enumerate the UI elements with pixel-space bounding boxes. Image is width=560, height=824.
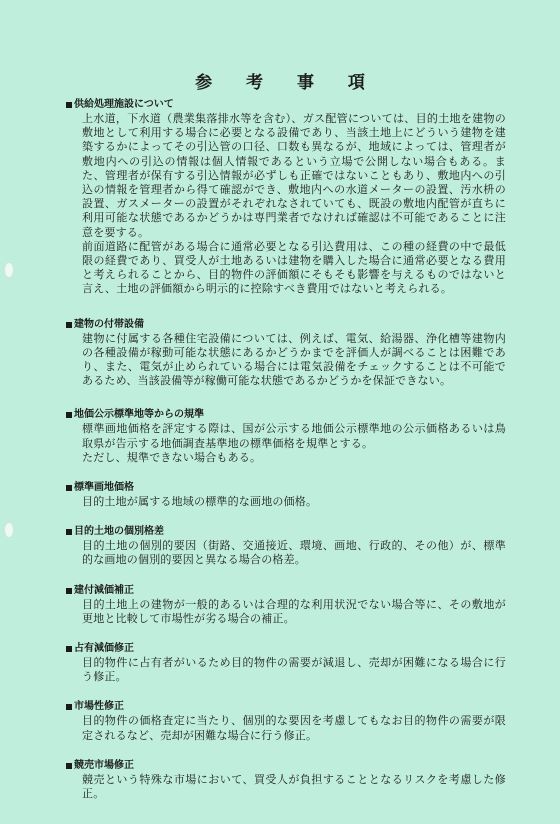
section-building-adjustment bbox=[66, 584, 506, 626]
section-paragraph: 目的土地が属する地域の標準的な画地の価格。 bbox=[82, 495, 318, 509]
section-utilities bbox=[66, 98, 506, 297]
section-standard-land bbox=[66, 408, 506, 465]
section-heading: 建物の付帯設備 bbox=[74, 318, 144, 330]
section-paragraph: 前面道路に配管がある場合に通常必要となる引込費用は、この種の経費の中で最低限の経費であり、買受人が土地あるいは建物を購入した場合に通常必要となる費用と考えられることから、目的物件の評価額にそもそも影響を与えるものではないと言え、土地の評価額から明示的に控除すべき費用ではないと考えられる。 bbox=[82, 239, 506, 296]
square-bullet-icon bbox=[66, 529, 72, 535]
square-bullet-icon bbox=[66, 588, 72, 594]
section-standard-lot-price bbox=[66, 481, 506, 509]
section-building-equipment bbox=[66, 318, 506, 389]
section-paragraph: ただし、規準できない場合もある。 bbox=[82, 450, 262, 464]
section-heading: 市場性修正 bbox=[74, 701, 124, 713]
section-heading: 競売市場修正 bbox=[74, 759, 134, 771]
binder-hole-icon bbox=[4, 522, 14, 538]
section-heading: 建付減価補正 bbox=[74, 584, 134, 596]
document-body bbox=[66, 98, 506, 801]
section-heading: 供給処理施設について bbox=[74, 99, 174, 110]
section-marketability-adjustment bbox=[66, 700, 506, 742]
section-paragraph: 目的土地上の建物が一般的あるいは合理的な利用状況でない場合等に、その敷地が更地と比較して市場性が劣る場合の補正。 bbox=[82, 597, 506, 625]
section-heading: 標準画地価格 bbox=[74, 482, 134, 494]
square-bullet-icon bbox=[66, 102, 72, 108]
section-heading: 占有減価修正 bbox=[74, 643, 134, 655]
section-heading: 目的土地の個別格差 bbox=[74, 526, 164, 538]
section-paragraph: 標準画地価格を評定する際は、国が公示する地価公示標準地の公示価格あるいは鳥取県が告示する地価調査基準地の標準価格を規準とする。 bbox=[82, 422, 506, 450]
square-bullet-icon bbox=[66, 704, 72, 710]
square-bullet-icon bbox=[66, 646, 72, 652]
binder-hole-icon bbox=[4, 262, 14, 278]
section-auction-adjustment bbox=[66, 759, 506, 801]
section-heading: 地価公示標準地等からの規準 bbox=[74, 409, 204, 421]
section-occupancy-adjustment bbox=[66, 642, 506, 684]
section-paragraph: 競売という特殊な市場において、買受人が負担することとなるリスクを考慮した修正。 bbox=[82, 772, 506, 801]
square-bullet-icon bbox=[66, 763, 72, 769]
square-bullet-icon bbox=[66, 412, 72, 418]
section-paragraph: 目的物件に占有者がいるため目的物件の需要が減退し、売却が困難になる場合に行う修正。 bbox=[82, 656, 506, 684]
square-bullet-icon bbox=[66, 322, 72, 328]
page-title: 参 考 事 項 bbox=[195, 73, 379, 93]
square-bullet-icon bbox=[66, 485, 72, 491]
section-paragraph: 目的物件の価格査定に当たり、個別的な要因を考慮してもなお目的物件の需要が限定されるなど、売却が困難な場合に行う修正。 bbox=[82, 714, 506, 742]
section-individual-difference bbox=[66, 525, 506, 567]
section-paragraph: 建物に付属する各種住宅設備については、例えば、電気、給湯器、浄化槽等建物内の各種設備が稼動可能な状態にあるかどうかまでを評価人が調べることは困難であり、また、電気が止められている場合には電気設備をチェックすることは不可能であるため、当該設備等が稼働可能な状態であるかどうかを保証できない。 bbox=[82, 331, 506, 388]
section-paragraph: 目的土地の個別的要因（街路、交通接近、環境、画地、行政的、その他）が、標準的な画地の個別的要因と異なる場合の格差。 bbox=[82, 539, 506, 567]
section-paragraph: 上水道，下水道（農業集落排水等を含む）、ガス配管については、目的土地を建物の敷地として利用する場合に必要となる設備であり、当該土地上にどういう建物を建築するかによってその引込管の口径、口数も異なるが、地域によっては、管理者が敷地内への引込の情報は個人情報であるという立場で公開しない場合もある。また、管理者が保有する引込情報が必ずしも正確ではないこともあり、敷地内への引込の情報を管理者から得て確認ができ、敷地内への水道メーターの設置、汚水枡の設置、ガスメーターの設置がそれぞれなされていても、既設の敷地内配管が直ちに利用可能な状態であるかどうかは専門業者でなければ確認は不可能であることに注意を要する。 bbox=[82, 112, 506, 239]
